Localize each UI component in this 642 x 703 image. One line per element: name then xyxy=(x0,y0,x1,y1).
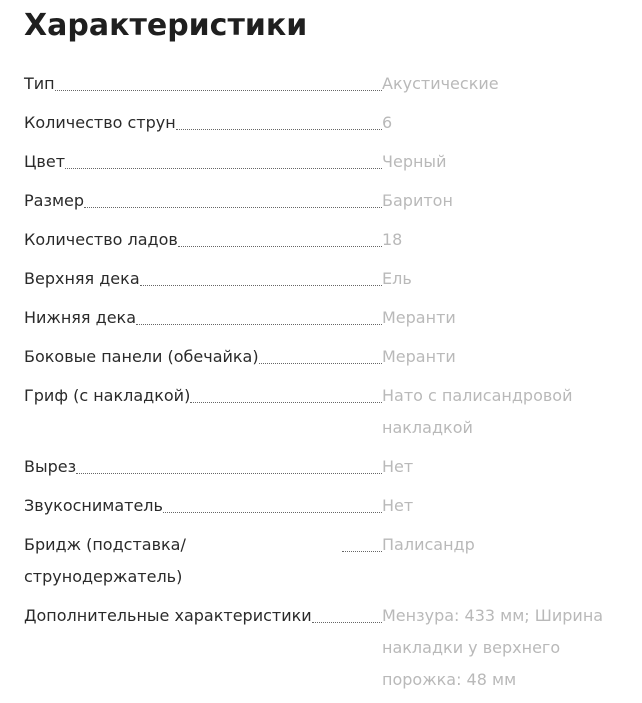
spec-name-cell xyxy=(24,146,382,178)
spec-name-cell xyxy=(24,341,382,373)
dotted-leader xyxy=(176,107,382,130)
spec-name: Цвет xyxy=(24,152,66,171)
spec-name: Верхняя дека xyxy=(24,269,140,288)
dotted-leader xyxy=(163,490,382,513)
specs-list xyxy=(24,68,624,696)
section-title: Характеристики xyxy=(24,8,308,43)
spec-name-cell xyxy=(24,451,382,483)
spec-name: Бридж (подставка/струнодержатель) xyxy=(24,535,186,586)
spec-row-type xyxy=(24,68,624,100)
spec-name: Боковые панели (обечайка) xyxy=(24,347,259,366)
dotted-leader xyxy=(259,341,382,364)
spec-row-color xyxy=(24,146,624,178)
spec-name-cell xyxy=(24,224,382,256)
spec-value: Нет xyxy=(382,457,414,476)
dotted-leader xyxy=(140,263,382,286)
spec-name-cell xyxy=(24,380,382,412)
dotted-leader xyxy=(65,146,382,169)
spec-value: Меранти xyxy=(382,347,456,366)
dotted-leader xyxy=(55,68,382,91)
spec-name-cell xyxy=(24,600,382,632)
spec-value: Нет xyxy=(382,496,414,515)
spec-row-pickup xyxy=(24,490,624,522)
spec-row-top-deck xyxy=(24,263,624,295)
dotted-leader xyxy=(312,600,382,623)
spec-value: Баритон xyxy=(382,191,453,210)
dotted-leader xyxy=(84,185,382,208)
spec-value: Меранти xyxy=(382,308,456,327)
spec-name: Количество ладов xyxy=(24,230,178,249)
dotted-leader xyxy=(342,529,382,552)
spec-name: Тип xyxy=(24,74,55,93)
spec-name: Размер xyxy=(24,191,85,210)
spec-value: 18 xyxy=(382,230,403,249)
spec-value: Ель xyxy=(382,269,412,288)
spec-row-bridge xyxy=(24,529,624,593)
dotted-leader xyxy=(76,451,382,474)
spec-name: Вырез xyxy=(24,457,77,476)
spec-name-cell xyxy=(24,185,382,217)
spec-name-cell xyxy=(24,68,382,100)
dotted-leader xyxy=(178,224,382,247)
spec-name-cell xyxy=(24,490,382,522)
spec-row-strings xyxy=(24,107,624,139)
spec-row-back-deck xyxy=(24,302,624,334)
dotted-leader xyxy=(136,302,382,325)
spec-name: Дополнительные характеристики xyxy=(24,606,312,625)
spec-row-cutaway xyxy=(24,451,624,483)
spec-name-cell xyxy=(24,529,382,593)
spec-name: Звукосниматель xyxy=(24,496,163,515)
spec-value: Мензура: 433 мм; Ширина накладки у верхнего порожка: 48 мм xyxy=(382,606,604,689)
spec-row-sides xyxy=(24,341,624,373)
spec-value: Акустические xyxy=(382,74,499,93)
spec-name-cell xyxy=(24,107,382,139)
specs-section xyxy=(24,0,624,703)
spec-row-extra xyxy=(24,600,624,696)
spec-row-neck xyxy=(24,380,624,444)
spec-name: Количество струн xyxy=(24,113,176,132)
spec-row-frets xyxy=(24,224,624,256)
spec-name-cell xyxy=(24,302,382,334)
spec-row-size xyxy=(24,185,624,217)
spec-name: Гриф (с накладкой) xyxy=(24,386,191,405)
spec-value: Палисандр xyxy=(382,535,475,554)
spec-value: 6 xyxy=(382,113,393,132)
spec-value: Нато с палисандровой накладкой xyxy=(382,386,573,437)
spec-name-cell xyxy=(24,263,382,295)
dotted-leader xyxy=(190,380,382,403)
spec-name: Нижняя дека xyxy=(24,308,137,327)
spec-value: Черный xyxy=(382,152,447,171)
